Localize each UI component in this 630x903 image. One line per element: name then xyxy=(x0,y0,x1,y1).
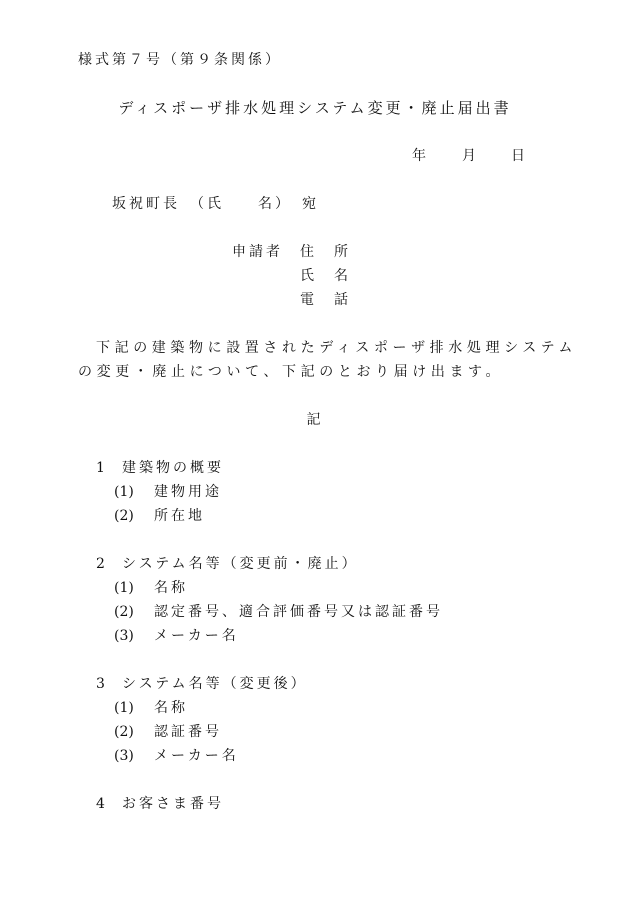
section-number: 4 xyxy=(96,796,105,812)
addressee: 坂祝町長 （氏 名） 宛 xyxy=(112,196,319,212)
item-number: (3) xyxy=(114,748,134,764)
section-title: お客さま番号 xyxy=(122,796,224,812)
ki-heading: 記 xyxy=(306,412,324,428)
item-number: (1) xyxy=(114,580,134,596)
item-number: (2) xyxy=(114,604,134,620)
item-label: 名称 xyxy=(154,700,188,716)
item-label: 名称 xyxy=(154,580,188,596)
section-number: 3 xyxy=(96,676,105,692)
item-label: メーカー名 xyxy=(154,628,239,644)
section-2-heading xyxy=(96,555,359,573)
section-1-item-1 xyxy=(114,483,222,501)
item-number: (1) xyxy=(114,700,134,716)
item-number: (2) xyxy=(114,724,134,740)
date-day-label: 日 xyxy=(511,148,528,164)
body-text-line-1: 下記の建築物に設置されたディスポーザ排水処理システム xyxy=(96,340,578,356)
section-title: システム名等（変更前・廃止） xyxy=(122,556,359,572)
section-number: 2 xyxy=(96,556,105,572)
item-label: 認定番号、適合評価番号又は認証番号 xyxy=(154,604,443,620)
date-month-label: 月 xyxy=(462,148,479,164)
applicant-name-label: 氏 名 xyxy=(300,268,351,284)
section-1-heading xyxy=(96,459,224,477)
form-number: 様式第７号（第９条関係） xyxy=(78,52,282,68)
date-year-label: 年 xyxy=(412,148,429,164)
document-title: ディスポーザ排水処理システム変更・廃止届出書 xyxy=(118,99,512,117)
item-label: 建物用途 xyxy=(154,484,222,500)
body-text-line-2: の変更・廃止について、下記のとおり届け出ます。 xyxy=(78,364,505,380)
item-number: (3) xyxy=(114,628,134,644)
section-3-heading xyxy=(96,675,308,693)
section-3-item-2 xyxy=(114,723,222,741)
section-title: システム名等（変更後） xyxy=(122,676,308,692)
item-label: 所在地 xyxy=(154,508,205,524)
section-3-item-1 xyxy=(114,699,188,717)
section-4-heading xyxy=(96,795,224,813)
item-label: メーカー名 xyxy=(154,748,239,764)
section-title: 建築物の概要 xyxy=(122,460,224,476)
section-1-item-2 xyxy=(114,507,205,525)
applicant-label: 申請者 xyxy=(232,244,283,260)
section-2-item-1 xyxy=(114,579,188,597)
applicant-address-label: 住 所 xyxy=(300,244,351,260)
item-label: 認証番号 xyxy=(154,724,222,740)
section-number: 1 xyxy=(96,460,105,476)
item-number: (1) xyxy=(114,484,134,500)
section-3-item-3 xyxy=(114,747,239,765)
applicant-phone-label: 電 話 xyxy=(300,292,351,308)
item-number: (2) xyxy=(114,508,134,524)
section-2-item-3 xyxy=(114,627,239,645)
section-2-item-2 xyxy=(114,603,443,621)
